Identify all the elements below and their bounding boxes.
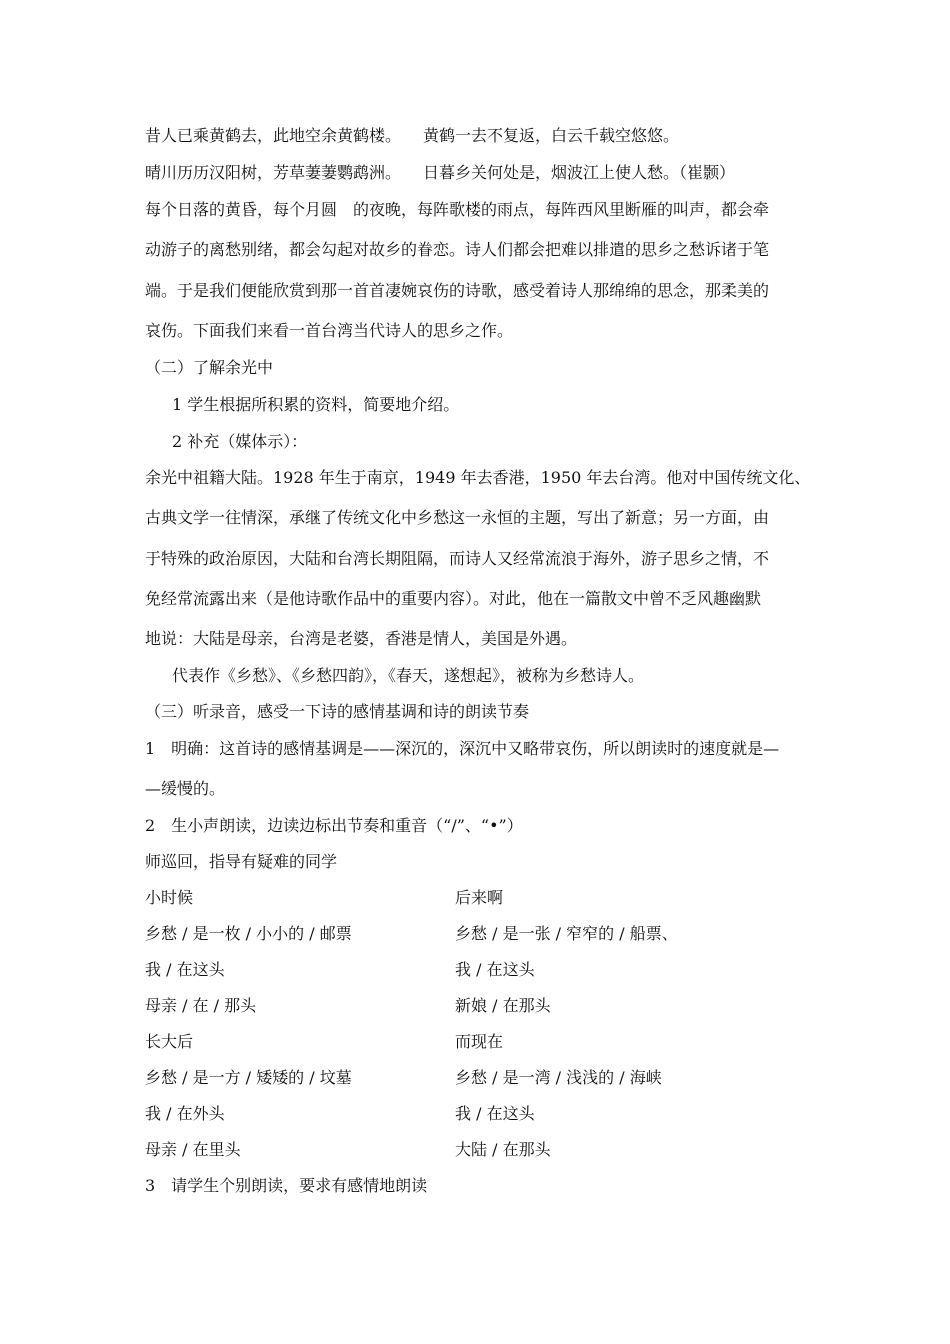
representative-works: 代表作《乡愁》、《乡愁四韵》，《春天，遂想起》，被称为乡愁诗人。 <box>172 666 645 685</box>
stanza-left-3: 我 / 在这头 <box>145 960 225 979</box>
bio-line-3: 于特殊的政治原因，大陆和台湾长期阻隔，而诗人又经常流浪于海外，游子思乡之情，不 <box>145 549 770 568</box>
bio-line-5: 地说：大陆是母亲，台湾是老婆，香港是情人，美国是外遇。 <box>145 629 578 648</box>
section3-point-1b: —缓慢的。 <box>145 779 226 798</box>
section3-point-2b: 师巡回，指导有疑难的同学 <box>145 852 338 871</box>
section3-heading: （三）听录音，感受一下诗的感情基调和诗的朗读节奏 <box>145 702 530 721</box>
poem-line-2a: 晴川历历汉阳树，芳草萋萋鹦鹉洲。 <box>145 163 402 182</box>
stanza-right-1: 后来啊 <box>455 888 504 907</box>
stanza-right-2: 乡愁 / 是一张 / 窄窄的 / 船票、 <box>455 924 678 943</box>
poem-line-2b: 日暮乡关何处是，烟波江上使人愁。（崔颢） <box>423 163 736 182</box>
poem-line-1a: 昔人已乘黄鹤去，此地空余黄鹤楼。 <box>145 126 402 145</box>
section2-item-2: 2 补充（媒体示）： <box>172 432 308 451</box>
stanza-left-8: 母亲 / 在里头 <box>145 1140 241 1159</box>
stanza-right-3: 我 / 在这头 <box>455 960 535 979</box>
section3-point-2: 2 生小声朗读，边读边标出节奏和重音（“/”、“•”） <box>145 816 523 835</box>
stanza-right-7: 我 / 在这头 <box>455 1104 535 1123</box>
intro-line-2: 动游子的离愁别绪，都会勾起对故乡的眷恋。诗人们都会把难以排遣的思乡之愁诉诸于笔 <box>145 240 770 259</box>
section2-heading: （二）了解余光中 <box>145 358 274 377</box>
stanza-left-7: 我 / 在外头 <box>145 1104 225 1123</box>
intro-line-3: 端。于是我们便能欣赏到那一首首凄婉哀伤的诗歌，感受着诗人那绵绵的思念，那柔美的 <box>145 281 770 300</box>
poem-line-1b: 黄鹤一去不复返，白云千载空悠悠。 <box>423 126 680 145</box>
stanza-left-4: 母亲 / 在 / 那头 <box>145 996 257 1015</box>
stanza-left-2: 乡愁 / 是一枚 / 小小的 / 邮票 <box>145 924 352 943</box>
section3-point-1a: 1 明确：这首诗的感情基调是——深沉的，深沉中又略带哀伤，所以朗读时的速度就是— <box>145 739 780 758</box>
bio-line-2: 古典文学一往情深，承继了传统文化中乡愁这一永恒的主题，写出了新意；另一方面，由 <box>145 508 770 527</box>
bio-line-1: 余光中祖籍大陆。1928 年生于南京，1949 年去香港，1950 年去台湾。他对中国传统文化、 <box>145 468 811 487</box>
poem-line-2 <box>145 163 735 183</box>
stanza-left-5: 长大后 <box>145 1032 194 1051</box>
stanza-right-8: 大陆 / 在那头 <box>455 1140 551 1159</box>
stanza-left-1: 小时候 <box>145 888 194 907</box>
poem-line-1 <box>145 126 679 146</box>
intro-line-4: 哀伤。下面我们来看一首台湾当代诗人的思乡之作。 <box>145 321 514 340</box>
stanza-right-5: 而现在 <box>455 1032 504 1051</box>
bio-line-4: 免经常流露出来（是他诗歌作品中的重要内容）。对此，他在一篇散文中曾不乏风趣幽默 <box>145 589 762 608</box>
stanza-right-4: 新娘 / 在那头 <box>455 996 551 1015</box>
section3-point-3: 3 请学生个别朗读，要求有感情地朗读 <box>145 1176 428 1195</box>
section2-item-1: 1 学生根据所积累的资料，简要地介绍。 <box>172 395 460 414</box>
stanza-right-6: 乡愁 / 是一湾 / 浅浅的 / 海峡 <box>455 1068 662 1087</box>
intro-line-1: 每个日落的黄昏，每个月圆 的夜晚，每阵歌楼的雨点，每阵西风里断雁的叫声，都会牵 <box>145 200 770 219</box>
stanza-left-6: 乡愁 / 是一方 / 矮矮的 / 坟墓 <box>145 1068 352 1087</box>
